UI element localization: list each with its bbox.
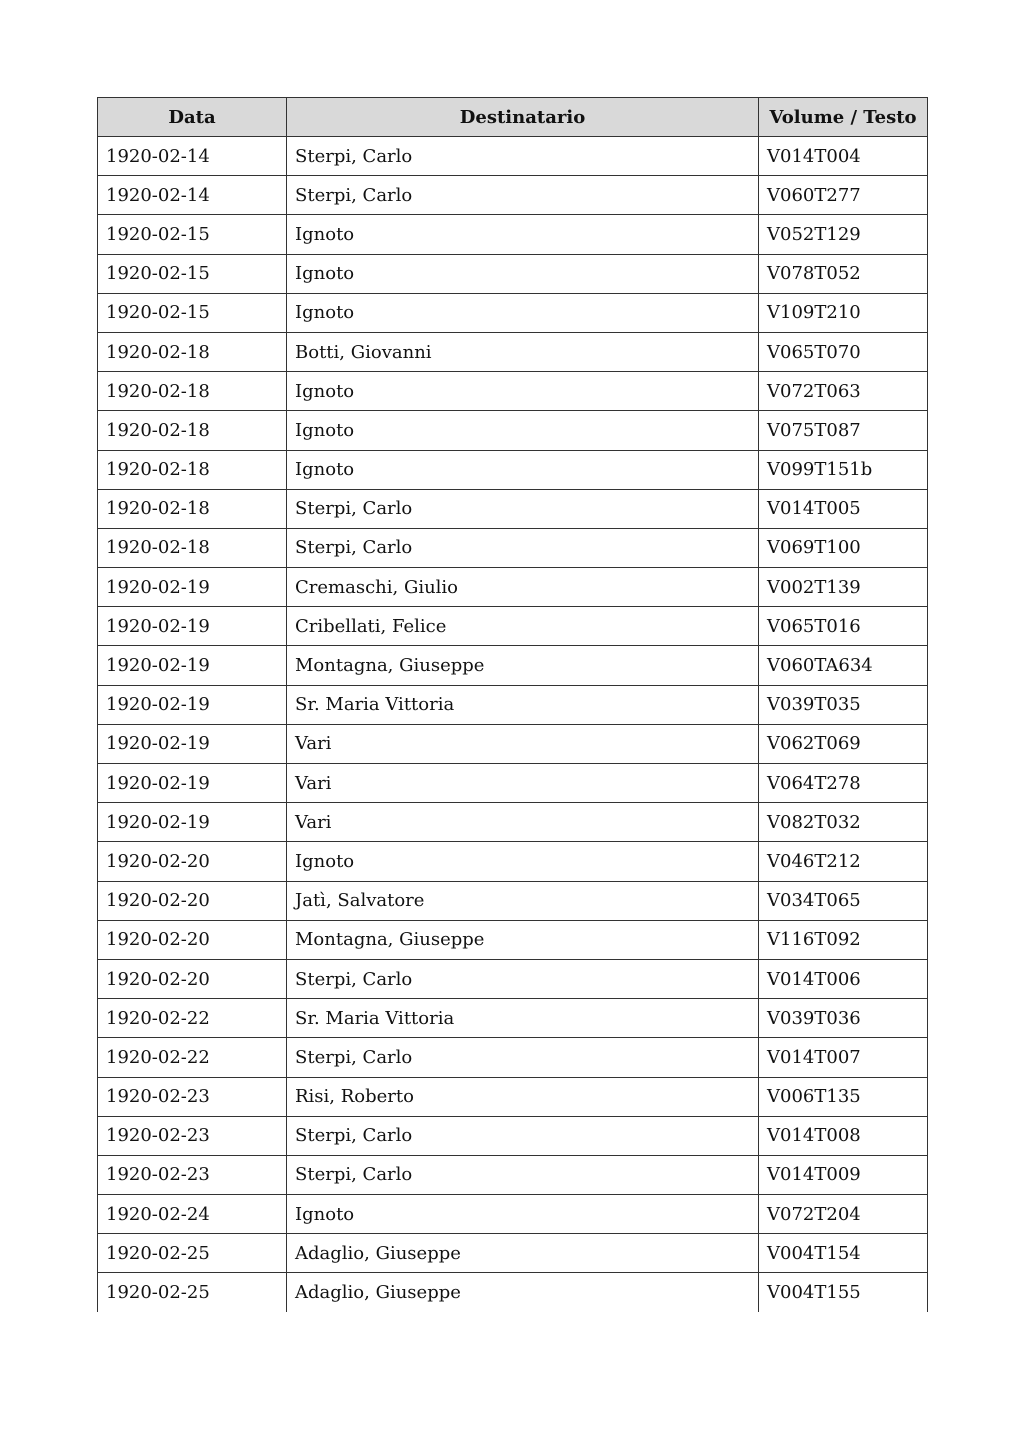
cell-volume-text: V039T035: [759, 685, 928, 724]
document-page: [97, 97, 927, 1312]
cell-volume-text: V006T135: [759, 1077, 928, 1116]
table-row: [98, 1155, 928, 1194]
cell-volume-text: V065T070: [759, 332, 928, 371]
column-header-volume-text: Volume / Testo: [759, 98, 928, 137]
cell-date: 1920-02-20: [98, 959, 287, 998]
column-header-recipient: Destinatario: [287, 98, 759, 137]
cell-date: 1920-02-18: [98, 332, 287, 371]
cell-volume-text: V075T087: [759, 411, 928, 450]
table-row: [98, 293, 928, 332]
column-header-date: Data: [98, 98, 287, 137]
cell-volume-text: V065T016: [759, 607, 928, 646]
table-row: [98, 450, 928, 489]
cell-volume-text: V072T063: [759, 372, 928, 411]
cell-date: 1920-02-22: [98, 999, 287, 1038]
cell-volume-text: V078T052: [759, 254, 928, 293]
cell-date: 1920-02-18: [98, 411, 287, 450]
table-row: [98, 215, 928, 254]
cell-recipient: Botti, Giovanni: [287, 332, 759, 371]
cell-recipient: Sterpi, Carlo: [287, 1116, 759, 1155]
cell-volume-text: V099T151b: [759, 450, 928, 489]
cell-date: 1920-02-20: [98, 842, 287, 881]
cell-date: 1920-02-19: [98, 803, 287, 842]
table-row: [98, 881, 928, 920]
cell-date: 1920-02-24: [98, 1195, 287, 1234]
table-row: [98, 607, 928, 646]
cell-recipient: Sterpi, Carlo: [287, 1038, 759, 1077]
cell-date: 1920-02-20: [98, 920, 287, 959]
cell-recipient: Ignoto: [287, 372, 759, 411]
cell-date: 1920-02-19: [98, 646, 287, 685]
cell-date: 1920-02-23: [98, 1155, 287, 1194]
cell-volume-text: V014T008: [759, 1116, 928, 1155]
cell-recipient: Ignoto: [287, 254, 759, 293]
cell-date: 1920-02-22: [98, 1038, 287, 1077]
cell-date: 1920-02-18: [98, 489, 287, 528]
cell-volume-text: V039T036: [759, 999, 928, 1038]
cell-date: 1920-02-14: [98, 176, 287, 215]
cell-date: 1920-02-15: [98, 293, 287, 332]
cell-volume-text: V062T069: [759, 724, 928, 763]
cell-date: 1920-02-19: [98, 685, 287, 724]
cell-recipient: Sr. Maria Vittoria: [287, 685, 759, 724]
table-header-row: [98, 98, 928, 137]
cell-date: 1920-02-15: [98, 215, 287, 254]
cell-recipient: Cremaschi, Giulio: [287, 568, 759, 607]
cell-date: 1920-02-25: [98, 1273, 287, 1312]
cell-recipient: Jatì, Salvatore: [287, 881, 759, 920]
cell-recipient: Ignoto: [287, 293, 759, 332]
cell-volume-text: V064T278: [759, 764, 928, 803]
cell-recipient: Sterpi, Carlo: [287, 137, 759, 176]
table-row: [98, 959, 928, 998]
cell-recipient: Sterpi, Carlo: [287, 176, 759, 215]
table-row: [98, 999, 928, 1038]
cell-recipient: Ignoto: [287, 411, 759, 450]
cell-recipient: Ignoto: [287, 842, 759, 881]
cell-recipient: Ignoto: [287, 215, 759, 254]
cell-recipient: Ignoto: [287, 450, 759, 489]
cell-recipient: Montagna, Giuseppe: [287, 646, 759, 685]
table-row: [98, 842, 928, 881]
cell-volume-text: V014T006: [759, 959, 928, 998]
cell-date: 1920-02-14: [98, 137, 287, 176]
table-row: [98, 137, 928, 176]
cell-volume-text: V109T210: [759, 293, 928, 332]
table-row: [98, 685, 928, 724]
table-row: [98, 411, 928, 450]
letters-table: [97, 97, 928, 1312]
table-row: [98, 489, 928, 528]
cell-volume-text: V002T139: [759, 568, 928, 607]
cell-date: 1920-02-19: [98, 568, 287, 607]
cell-volume-text: V004T154: [759, 1234, 928, 1273]
table-row: [98, 724, 928, 763]
cell-date: 1920-02-23: [98, 1116, 287, 1155]
cell-volume-text: V014T004: [759, 137, 928, 176]
cell-recipient: Vari: [287, 764, 759, 803]
cell-date: 1920-02-19: [98, 764, 287, 803]
table-row: [98, 1038, 928, 1077]
cell-volume-text: V014T007: [759, 1038, 928, 1077]
table-row: [98, 1234, 928, 1273]
table-row: [98, 372, 928, 411]
table-row: [98, 646, 928, 685]
cell-volume-text: V069T100: [759, 528, 928, 567]
cell-recipient: Sterpi, Carlo: [287, 959, 759, 998]
cell-volume-text: V072T204: [759, 1195, 928, 1234]
cell-recipient: Vari: [287, 724, 759, 763]
cell-recipient: Vari: [287, 803, 759, 842]
cell-volume-text: V004T155: [759, 1273, 928, 1312]
cell-volume-text: V052T129: [759, 215, 928, 254]
cell-recipient: Sterpi, Carlo: [287, 528, 759, 567]
cell-recipient: Cribellati, Felice: [287, 607, 759, 646]
cell-date: 1920-02-18: [98, 372, 287, 411]
cell-volume-text: V116T092: [759, 920, 928, 959]
cell-volume-text: V046T212: [759, 842, 928, 881]
cell-recipient: Sr. Maria Vittoria: [287, 999, 759, 1038]
cell-volume-text: V060TA634: [759, 646, 928, 685]
cell-recipient: Adaglio, Giuseppe: [287, 1273, 759, 1312]
table-row: [98, 1077, 928, 1116]
cell-recipient: Adaglio, Giuseppe: [287, 1234, 759, 1273]
cell-recipient: Montagna, Giuseppe: [287, 920, 759, 959]
table-row: [98, 803, 928, 842]
cell-date: 1920-02-20: [98, 881, 287, 920]
cell-volume-text: V082T032: [759, 803, 928, 842]
table-row: [98, 568, 928, 607]
cell-volume-text: V014T009: [759, 1155, 928, 1194]
cell-date: 1920-02-23: [98, 1077, 287, 1116]
table-row: [98, 254, 928, 293]
table-row: [98, 764, 928, 803]
table-row: [98, 1116, 928, 1155]
cell-recipient: Ignoto: [287, 1195, 759, 1234]
cell-date: 1920-02-19: [98, 607, 287, 646]
table-row: [98, 920, 928, 959]
cell-recipient: Sterpi, Carlo: [287, 489, 759, 528]
table-row: [98, 1195, 928, 1234]
table-row: [98, 1273, 928, 1312]
cell-date: 1920-02-19: [98, 724, 287, 763]
table-row: [98, 332, 928, 371]
cell-date: 1920-02-15: [98, 254, 287, 293]
cell-date: 1920-02-18: [98, 450, 287, 489]
cell-volume-text: V034T065: [759, 881, 928, 920]
table-row: [98, 176, 928, 215]
cell-volume-text: V060T277: [759, 176, 928, 215]
cell-date: 1920-02-18: [98, 528, 287, 567]
table-body: [98, 137, 928, 1313]
cell-volume-text: V014T005: [759, 489, 928, 528]
table-row: [98, 528, 928, 567]
cell-date: 1920-02-25: [98, 1234, 287, 1273]
cell-recipient: Risi, Roberto: [287, 1077, 759, 1116]
cell-recipient: Sterpi, Carlo: [287, 1155, 759, 1194]
